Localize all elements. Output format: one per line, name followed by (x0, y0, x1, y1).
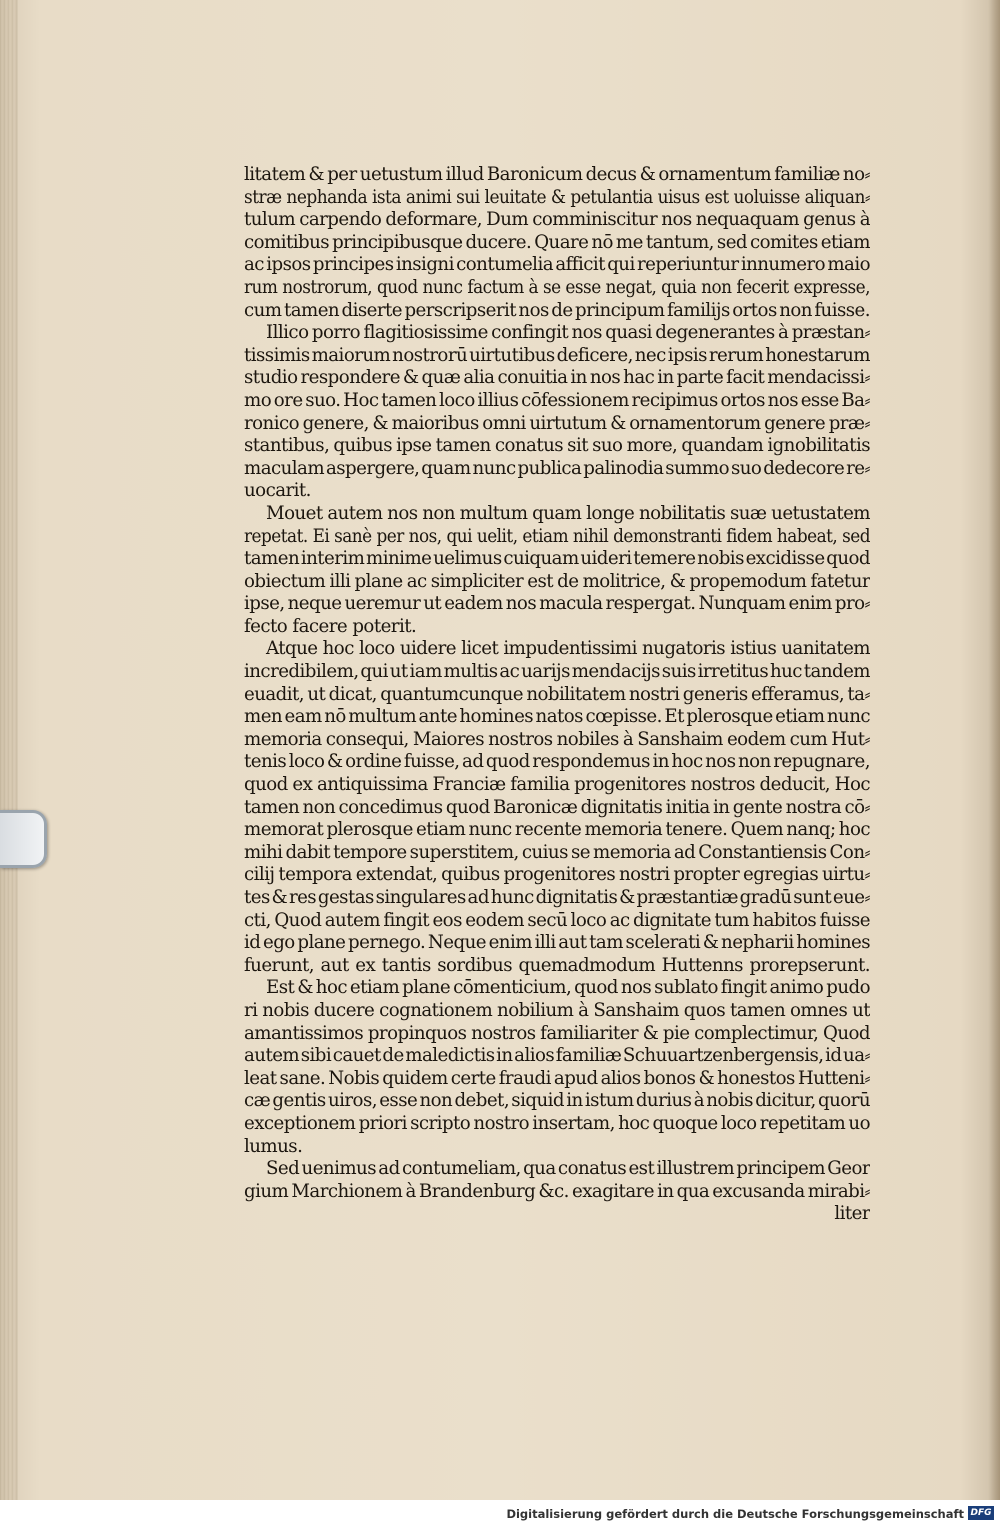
text-line: tamen non concedimus quod Baronicæ dignitatis initia in gente nostra cō⸗ (244, 796, 870, 818)
text-line: ronico genere, & maioribus omni uirtutum & ornamentorum genere præ⸗ (244, 412, 870, 434)
text-line: tenis loco & ordine fuisse, ad quod respondemus in hoc nos non repugnare, (244, 751, 870, 773)
text-line: Mouet autem nos non multum quam longe nobilitatis suæ uetustatem (266, 502, 870, 524)
text-line: liter (834, 1203, 870, 1225)
text-line: memoria consequi, Maiores nostros nobiles à Sanshaim eodem cum Hut⸗ (244, 728, 870, 750)
text-line: Atque hoc loco uidere licet impudentissimi nugatoris istius uanitatem (266, 638, 870, 660)
text-line: comitibus principibusque ducere. Quare nō me tantum, sed comites etiam (244, 231, 870, 253)
footer-credit: Digitalisierung gefördert durch die Deutsche Forschungsgemeinschaft (506, 1507, 964, 1521)
text-line: cilij tempora extendat, quibus progenitores nostri propter egregias uirtu⸗ (244, 864, 870, 886)
text-line: stantibus, quibus ipse tamen conatus sit suo more, quandam ignobilitatis (244, 435, 870, 457)
text-line: Est & hoc etiam plane cōmenticium, quod nos sublato fingit animo pudo (266, 977, 870, 999)
text-line: rum nostrorum, quod nunc factum à se esse negat, quia non fecerit expresse, (244, 276, 870, 298)
text-line: studio respondere & quæ alia conuitia in nos hac in parte facit mendacissi⸗ (244, 367, 870, 389)
text-line: mo ore suo. Hoc tamen loco illius cōfessionem recipimus ortos nos esse Ba⸗ (244, 389, 870, 411)
text-line: quod ex antiquissima Franciæ familia progenitores nostros deducit, Hoc (244, 774, 870, 796)
text-line: leat sane. Nobis quidem certe fraudi apud alios bonos & honestos Hutteni⸗ (244, 1067, 870, 1089)
text-line: fuerunt, aut ex tantis sordibus quemadmodum Huttenns prorepserunt. (244, 954, 870, 976)
text-line: tulum carpendo deformare, Dum comminiscitur nos nequaquam genus à (244, 209, 870, 231)
paper-clip (0, 810, 47, 868)
text-line: exceptionem priori scripto nostro insertam, hoc quoque loco repetitam uo (244, 1112, 870, 1134)
text-line: autem sibi cauet de maledictis in alios familiæ Schuuartzenbergensis, id ua⸗ (244, 1045, 870, 1067)
text-line: men eam nō multum ante homines natos cœpisse. Et plerosque etiam nunc (244, 706, 870, 728)
text-line: incredibilem, qui ut iam multis ac uarijs mendacijs suis irretitus huc tandem (244, 661, 870, 683)
text-line: tamen interim minime uelimus cuiquam uideri temere nobis excidisse quod (244, 548, 870, 570)
text-line: gium Marchionem à Brandenburg &c. exagitare in qua excusanda mirabi⸗ (244, 1180, 870, 1202)
text-line: memorat plerosque etiam nunc recente memoria tenere. Quem nanq; hoc (244, 819, 870, 841)
text-line: euadit, ut dicat, quantumcunque nobilitatem nostri generis efferamus, ta⸗ (244, 683, 870, 705)
text-line: tissimis maiorum nostrorū uirtutibus deficere, nec ipsis rerum honestarum (244, 344, 870, 366)
body-text (244, 164, 870, 1226)
text-line: Illico porro flagitiosissime confingit nos quasi degenerantes à præstan⸗ (266, 322, 870, 344)
text-line: tes & res gestas singulares ad hunc dignitatis & præstantiæ gradū sunt eue⸗ (244, 887, 870, 908)
text-line: cti, Quod autem fingit eos eodem secū loco ac dignitate tum habitos fuisse (244, 909, 870, 931)
text-line: cum tamen diserte perscripserit nos de principum familijs ortos non fuisse. (244, 299, 870, 321)
text-line: mihi dabit tempore superstitem, cuius se memoria ad Constantiensis Con⸗ (244, 841, 870, 863)
text-line: cæ gentis uiros, esse non debet, siquid in istum durius à nobis dicitur, quorū (244, 1090, 870, 1112)
dfg-logo-icon: DFG (968, 1506, 994, 1520)
text-line: litatem & per uetustum illud Baronicum decus & ornamentum familiæ no⸗ (244, 164, 870, 185)
footer-bar (0, 1500, 1000, 1527)
text-line: ri nobis ducere cognationem nobilium à Sanshaim quos tamen omnes ut (244, 999, 870, 1021)
text-line: repetat. Ei sanè per nos, qui uelit, etiam nihil demonstranti fidem habeat, sed (244, 525, 870, 547)
text-line: ipse, neque ueremur ut eadem nos macula respergat. Nunquam enim pro⸗ (244, 593, 870, 615)
text-line: lumus. (244, 1135, 303, 1157)
text-line: uocarit. (244, 480, 311, 502)
text-line: ac ipsos principes insigni contumelia afficit qui reperiuntur innumero maio (244, 254, 870, 276)
text-line: fecto facere poterit. (244, 615, 417, 637)
text-line: Sed uenimus ad contumeliam, qua conatus est illustrem principem Geor (266, 1158, 870, 1180)
page-gutter-shadow (988, 0, 1000, 1500)
text-line: id ego plane pernego. Neque enim illi aut tam scelerati & nepharii homines (244, 932, 870, 954)
text-line: stræ nephanda ista animi sui leuitate & petulantia uisus est uoluisse aliquan⸗ (244, 186, 870, 208)
text-line: amantissimos propinquos nostros familiariter & pie complectimur, Quod (244, 1022, 870, 1044)
page-stack-edge (0, 0, 18, 1500)
text-line: obiectum illi plane ac simpliciter est de molitrice, & propemodum fatetur (244, 570, 870, 592)
text-line: maculam aspergere, quam nunc publica palinodia summo suo dedecore re⸗ (244, 457, 870, 479)
